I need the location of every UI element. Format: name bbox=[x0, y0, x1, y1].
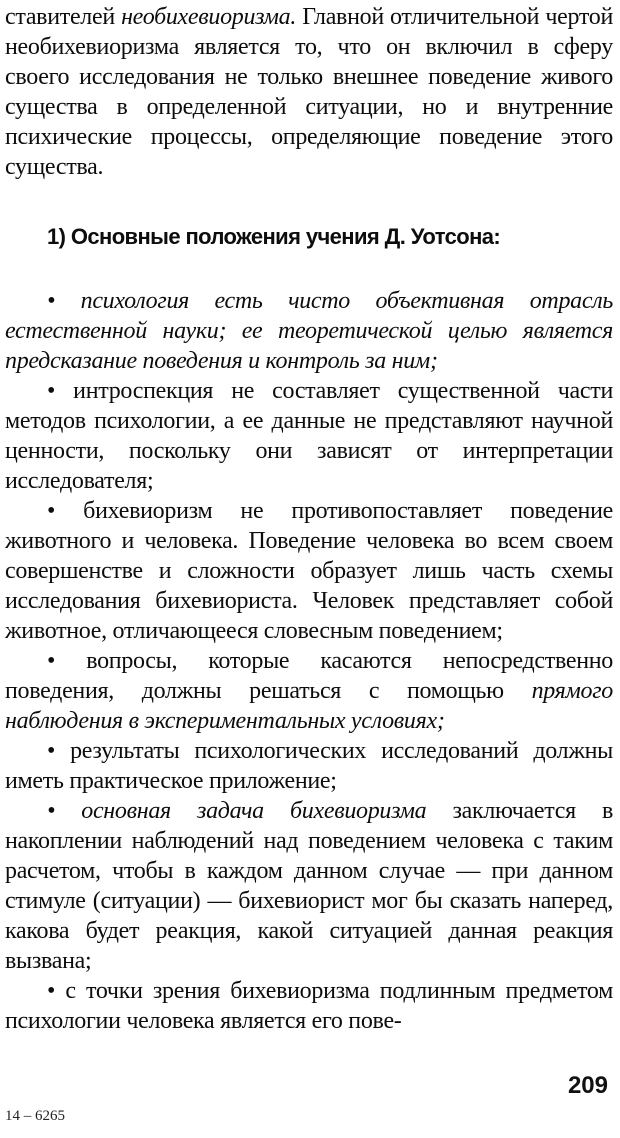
intro-paragraph bbox=[5, 2, 613, 182]
list-item-4-italic: прямого наблюдения в экспериментальных условиях; bbox=[5, 678, 613, 734]
printer-signature: 14 – 6265 bbox=[5, 1108, 65, 1124]
list-item-4-text: • вопросы, которые касаются непосредственно поведения, должны решаться с помощью bbox=[5, 648, 613, 704]
list-item-5: • результаты психологических исследований должны иметь практическое приложение; bbox=[5, 738, 613, 794]
section-heading: 1) Основные положения учения Д. Уотсона: bbox=[47, 224, 501, 249]
list-item-3: • бихевиоризм не противопоставляет поведение животного и человека. Поведение человека во всем своем совершенстве и сложности образует лишь часть схемы исследования бихевиориста. Человек представляет собой животное, отличающееся словесным поведением; bbox=[5, 498, 613, 644]
list-item-6 bbox=[5, 796, 613, 976]
list-item-1: • психология есть чисто объективная отрасль естественной науки; ее теоретической целью является предсказание поведения и контроль за ним; bbox=[5, 288, 613, 374]
page-text bbox=[5, 2, 613, 1036]
intro-text-rest: Главной отличительной чертой необихевиоризма является то, что он включил в сферу своего исследования не только внешнее поведение живого существа в определенной ситуации, но и внутренние психические процессы, определяющие поведение этого существа. bbox=[5, 4, 614, 180]
intro-italic-term: необихевиоризма. bbox=[121, 4, 297, 30]
list-item-2: • интроспекция не составляет существенной части методов психологии, а ее данные не представляют научной ценности, поскольку они зависят от интерпретации исследователя; bbox=[5, 378, 613, 494]
list-item-7: • с точки зрения бихевиоризма подлинным предметом психологии человека является его пове- bbox=[5, 978, 613, 1034]
list-item-6-italic: • основная задача бихевиоризма bbox=[47, 798, 427, 824]
list-item-6-text: заключается в накоплении наблюдений над поведением человека с таким расчетом, чтобы в каждом данном случае — при данном стимуле (ситуации) — бихевиорист мог бы сказать наперед, какова будет реакция, какой ситуацией данная реакция вызвана; bbox=[5, 798, 613, 974]
page-number: 209 bbox=[567, 1072, 608, 1099]
intro-text-start: ставителей bbox=[5, 4, 122, 30]
list-item-4 bbox=[5, 646, 613, 736]
